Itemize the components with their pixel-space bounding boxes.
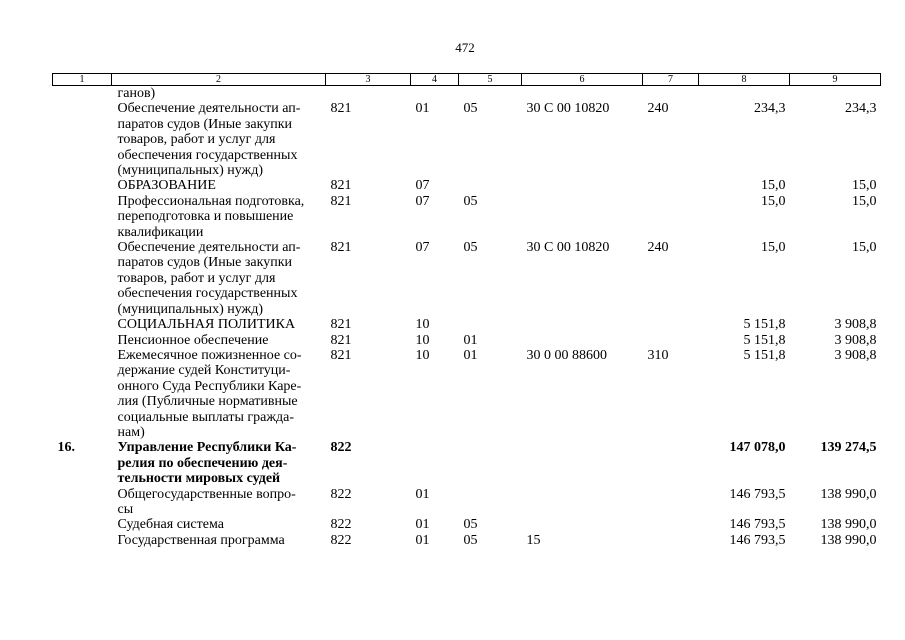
cell-admin-code: 821 <box>330 101 352 117</box>
cell-section: 10 <box>415 317 430 333</box>
cell-name: Обеспечение деятельности ап- паратов судов (Иные закупки товаров, работ и услуг для обеспечения государственных (муниципальных) нужд) <box>117 101 301 179</box>
cell-expense-type <box>643 333 699 348</box>
table-row <box>53 440 881 486</box>
cell-subsection <box>459 487 522 518</box>
cell-number <box>53 178 112 193</box>
cell-amount-year2: 234,3 <box>845 101 877 117</box>
table-row <box>53 317 881 332</box>
cell-target-article <box>522 517 643 532</box>
cell-amount-year1: 15,0 <box>761 193 786 209</box>
cell-amount-year2: 138 990,0 <box>820 532 877 548</box>
cell-amount-year1: 234,3 <box>754 101 786 117</box>
cell-number <box>53 240 112 317</box>
cell-section: 10 <box>415 347 430 363</box>
cell-amount-year1: 5 151,8 <box>743 347 786 363</box>
cell-section: 07 <box>415 240 430 256</box>
cell-admin-code: 821 <box>330 332 352 348</box>
cell-number <box>53 194 112 240</box>
cell-target-article <box>522 440 643 486</box>
cell-section: 07 <box>415 193 430 209</box>
cell-section <box>411 86 459 102</box>
cell-amount-year2: 15,0 <box>852 178 877 194</box>
cell-amount-year1: 147 078,0 <box>729 440 786 456</box>
table-row <box>53 348 881 440</box>
header-col-2: 2 <box>112 74 326 86</box>
cell-expense-type: 240 <box>647 240 669 256</box>
cell-subsection <box>459 86 522 102</box>
cell-subsection: 01 <box>463 332 478 348</box>
cell-amount-year2 <box>790 86 881 102</box>
cell-name: Государственная программа <box>117 532 285 548</box>
cell-expense-type <box>643 86 699 102</box>
cell-number <box>53 86 112 102</box>
table-row <box>53 194 881 240</box>
table-body <box>53 86 881 549</box>
cell-admin-code: 822 <box>330 532 352 548</box>
header-row <box>53 74 881 86</box>
cell-target-article: 30 С 00 10820 <box>526 101 610 117</box>
cell-amount-year2: 3 908,8 <box>834 317 877 333</box>
cell-admin-code: 821 <box>330 317 352 333</box>
cell-target-article: 30 С 00 10820 <box>526 240 610 256</box>
table-row <box>53 178 881 193</box>
cell-section: 01 <box>415 517 430 533</box>
cell-subsection <box>459 317 522 332</box>
cell-amount-year1: 146 793,5 <box>729 517 786 533</box>
cell-section: 10 <box>415 332 430 348</box>
cell-expense-type <box>643 178 699 193</box>
cell-admin-code: 821 <box>330 347 352 363</box>
cell-expense-type: 310 <box>647 347 669 363</box>
header-col-7: 7 <box>643 74 699 86</box>
cell-amount-year1: 5 151,8 <box>743 317 786 333</box>
header-col-9: 9 <box>790 74 881 86</box>
table-row <box>53 86 881 102</box>
cell-section: 01 <box>415 101 430 117</box>
header-col-6: 6 <box>522 74 643 86</box>
table-header <box>53 74 881 86</box>
table-row <box>53 333 881 348</box>
cell-number: 16. <box>57 440 75 456</box>
cell-name: Обеспечение деятельности ап- паратов судов (Иные закупки товаров, работ и услуг для обеспечения государственных (муниципальных) нужд) <box>117 240 301 317</box>
cell-section <box>411 440 459 486</box>
header-col-5: 5 <box>459 74 522 86</box>
budget-table <box>52 73 881 548</box>
cell-name: Управление Республики Ка- релия по обеспечению дея- тельности мировых судей <box>117 440 297 487</box>
cell-amount-year2: 3 908,8 <box>834 347 877 363</box>
cell-target-article: 15 <box>526 532 541 548</box>
cell-admin-code: 821 <box>330 193 352 209</box>
table-row <box>53 517 881 532</box>
cell-amount-year1: 5 151,8 <box>743 332 786 348</box>
cell-section: 07 <box>415 178 430 194</box>
cell-subsection <box>459 178 522 193</box>
cell-amount-year1: 15,0 <box>761 240 786 256</box>
cell-number <box>53 333 112 348</box>
cell-number <box>53 487 112 518</box>
cell-section: 01 <box>415 486 430 502</box>
cell-amount-year2: 15,0 <box>852 193 877 209</box>
cell-admin-code: 822 <box>330 517 352 533</box>
cell-target-article <box>522 178 643 193</box>
cell-number <box>53 348 112 440</box>
cell-subsection: 01 <box>463 347 478 363</box>
cell-amount-year2: 138 990,0 <box>820 486 877 502</box>
cell-subsection: 05 <box>463 517 478 533</box>
cell-expense-type <box>643 533 699 548</box>
cell-name: Пенсионное обеспечение <box>117 332 269 348</box>
cell-expense-type <box>643 487 699 518</box>
cell-section: 01 <box>415 532 430 548</box>
cell-target-article <box>522 317 643 332</box>
header-col-1: 1 <box>53 74 112 86</box>
cell-target-article <box>522 487 643 518</box>
cell-amount-year2: 15,0 <box>852 240 877 256</box>
cell-subsection <box>459 440 522 486</box>
cell-expense-type <box>643 517 699 532</box>
cell-number <box>53 101 112 178</box>
cell-target-article <box>522 194 643 240</box>
cell-name: ганов) <box>117 86 156 101</box>
cell-subsection: 05 <box>463 532 478 548</box>
cell-target-article: 30 0 00 88600 <box>526 347 607 363</box>
cell-amount-year2: 138 990,0 <box>820 517 877 533</box>
cell-name: Профессиональная подготовка, переподготовка и повышение квалификации <box>117 193 305 240</box>
cell-target-article <box>522 333 643 348</box>
page-number: 472 <box>455 40 475 55</box>
cell-name: Общегосударственные вопро- сы <box>117 486 296 517</box>
cell-name: Судебная система <box>117 517 224 533</box>
cell-number <box>53 533 112 548</box>
cell-admin-code: 822 <box>330 486 352 502</box>
cell-expense-type <box>643 317 699 332</box>
header-col-3: 3 <box>326 74 411 86</box>
cell-number <box>53 517 112 532</box>
table-row <box>53 240 881 317</box>
cell-amount-year2: 139 274,5 <box>820 440 877 456</box>
header-col-4: 4 <box>411 74 459 86</box>
table-row <box>53 101 881 178</box>
cell-amount-year1: 146 793,5 <box>729 532 786 548</box>
cell-admin-code: 821 <box>330 240 352 256</box>
cell-amount-year1 <box>699 86 790 102</box>
cell-admin-code: 822 <box>330 440 352 456</box>
table-row <box>53 487 881 518</box>
cell-subsection: 05 <box>463 240 478 256</box>
cell-subsection: 05 <box>463 101 478 117</box>
cell-name: СОЦИАЛЬНАЯ ПОЛИТИКА <box>117 317 296 333</box>
table-row <box>53 533 881 548</box>
cell-expense-type <box>643 440 699 486</box>
cell-amount-year1: 15,0 <box>761 178 786 194</box>
cell-number <box>53 317 112 332</box>
cell-name: ОБРАЗОВАНИЕ <box>117 178 216 194</box>
cell-admin-code: 821 <box>330 178 352 194</box>
cell-expense-type <box>643 194 699 240</box>
cell-name: Ежемесячное пожизненное со- держание судей Конституци- онного Суда Республики Каре- лия (Публичные нормативные социальные выплаты гражда- нам) <box>117 347 302 440</box>
cell-admin-code <box>326 86 411 102</box>
header-col-8: 8 <box>699 74 790 86</box>
cell-amount-year2: 3 908,8 <box>834 332 877 348</box>
cell-amount-year1: 146 793,5 <box>729 486 786 502</box>
cell-target-article <box>522 86 643 102</box>
cell-subsection: 05 <box>463 193 478 209</box>
cell-expense-type: 240 <box>647 101 669 117</box>
